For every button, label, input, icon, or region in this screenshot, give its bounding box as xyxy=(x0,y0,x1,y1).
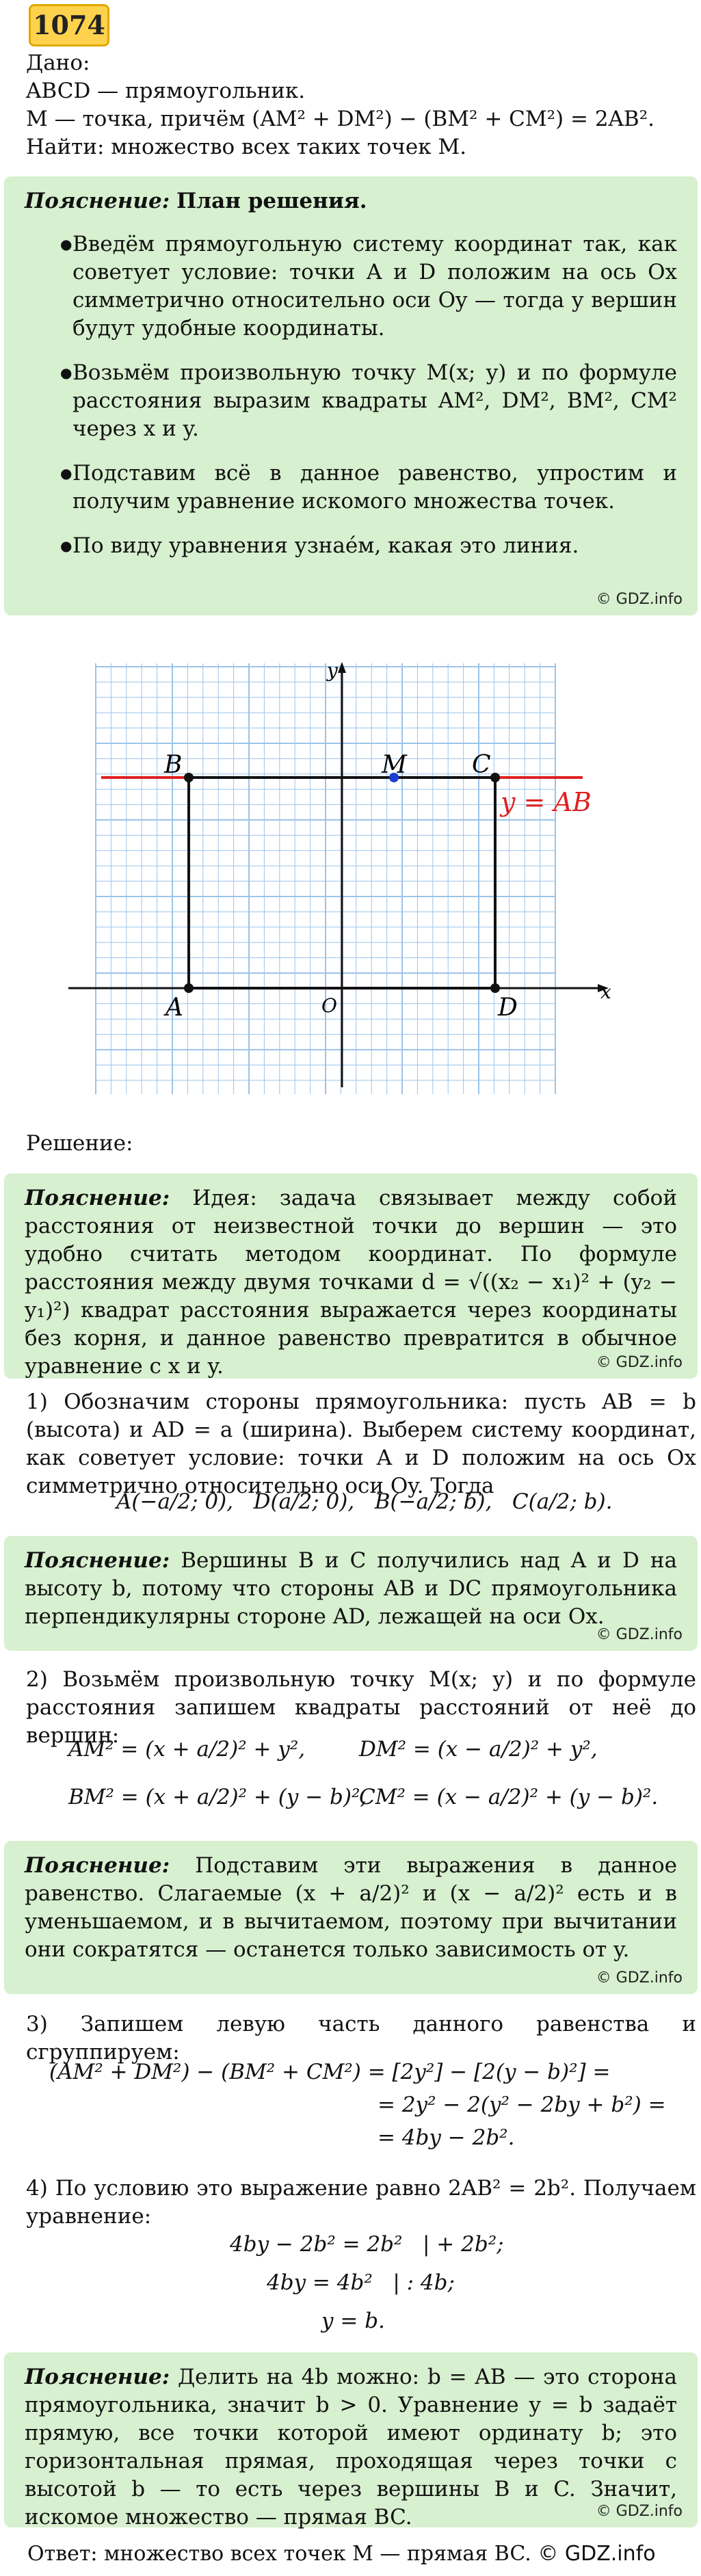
label-c: C xyxy=(472,751,491,779)
solution-label: Решение: xyxy=(26,1131,133,1156)
formula-cm: CM² = (x − a/2)² + (y − b)². xyxy=(359,1785,659,1809)
given-line-1: ABCD — прямоугольник. xyxy=(26,79,306,103)
group-line-3: = 4by − 2b². xyxy=(378,2125,515,2150)
answer-line xyxy=(27,2540,698,2568)
note-header: Пояснение: xyxy=(25,1186,170,1210)
equation-3: y = b. xyxy=(321,2309,385,2333)
grid-lines xyxy=(96,663,555,1094)
plan-item: ● По виду уравнения узнае́м, какая это линия. xyxy=(25,532,677,560)
plan-item: ● Введём прямоугольную систему координат так, как советует условие: точки A и D положим на ось Ox симметрично относительно оси Oy — тогда у вершин будут удобные координаты. xyxy=(25,230,677,343)
plan-item: ● Подставим всё в данное равенство, упростим и получим уравнение искомого множества точек. xyxy=(25,460,677,516)
label-a: A xyxy=(166,994,183,1022)
label-y-axis: y xyxy=(327,659,338,682)
plan-item: ● Возьмём произвольную точку M(x; y) и по формуле расстояния выразим квадраты AM², DM², BM², CM² через x и y. xyxy=(25,359,677,443)
label-x-axis: x xyxy=(600,981,611,1003)
point-a xyxy=(184,983,194,993)
point-c xyxy=(490,773,500,782)
gdz-signature: © GDZ.info xyxy=(538,2542,656,2566)
final-note xyxy=(4,2352,698,2527)
coordinate-graph xyxy=(68,656,622,1094)
plan-title: План решения. xyxy=(176,189,367,213)
vertex-coordinates: A(−a/2; 0), D(a/2; 0), B(−a/2; b), C(a/2; b). xyxy=(116,1489,613,1514)
idea-note xyxy=(4,1173,698,1379)
label-d: D xyxy=(498,994,518,1022)
group-line-2: = 2y² − 2(y² − 2by + b²) = xyxy=(378,2093,666,2117)
step-2-text: 2) Возьмём произвольную точку M(x; y) и по формуле расстояния запишем квадраты расстояний от неё до вершин: xyxy=(26,1667,696,1748)
formula-dm: DM² = (x − a/2)² + y², xyxy=(359,1737,598,1762)
gdz-signature: © GDZ.info xyxy=(596,1354,683,1371)
note-header: Пояснение: xyxy=(25,189,170,213)
gdz-signature: © GDZ.info xyxy=(596,1626,683,1643)
gdz-signature: © GDZ.info xyxy=(596,2503,683,2520)
point-b xyxy=(184,773,194,782)
plan-note xyxy=(4,176,698,615)
step-3-text: 3) Запишем левую часть данного равенства и сгруппируем: xyxy=(26,2012,696,2064)
label-b: B xyxy=(164,751,183,779)
substitution-text: Подставим эти выражения в данное равенство. Слагаемые (x + a/2)² и (x − a/2)² есть и в уменьшаемом, и в вычитаемом, поэтому при вычитании они сократятся — останется только зависимость от y. xyxy=(25,1853,677,1962)
given-block xyxy=(26,49,683,161)
gdz-signature: © GDZ.info xyxy=(596,591,683,608)
answer-text: Ответ: множество всех точек M — прямая BC. xyxy=(27,2542,531,2566)
group-line-1: (AM² + DM²) − (BM² + CM²) = [2y²] − [2(y − b)²] = xyxy=(49,2060,611,2084)
formula-am: AM² = (x + a/2)² + y², xyxy=(68,1737,306,1762)
given-label: Дано: xyxy=(26,51,90,75)
problem-number-badge: 1074 xyxy=(29,4,109,47)
given-find: Найти: множество всех таких точек M. xyxy=(26,135,467,159)
substitution-note xyxy=(4,1841,698,1994)
note-header: Пояснение: xyxy=(25,2365,170,2389)
point-d xyxy=(490,983,500,993)
equation-2: 4by = 4b² | : 4b; xyxy=(267,2270,455,2295)
gdz-signature: © GDZ.info xyxy=(596,1969,683,1987)
note-header: Пояснение: xyxy=(25,1853,170,1878)
step-1-text: 1) Обозначим стороны прямоугольника: пусть AB = b (высота) и AD = a (ширина). Выберем систему координат, как советует условие: точки A и D положим на ось Ox симметрично относительно оси Oy. Тогда xyxy=(26,1390,696,1498)
formula-bm: BM² = (x + a/2)² + (y − b)², xyxy=(68,1785,367,1809)
note-header: Пояснение: xyxy=(25,1548,170,1573)
vertices-note xyxy=(4,1536,698,1651)
label-origin: O xyxy=(321,994,337,1017)
idea-text: Идея: задача связывает между собой расстояния от неизвестной точки до вершин — это удобно считать методом координат. По формуле расстояния между двумя точками d = √((x₂ − x₁)² + (y₂ − y₁)²) квадрат расстояния выражается через координаты без корня, и данное равенство превратится в обычное уравнение с x и y. xyxy=(25,1186,677,1379)
label-line: y = AB xyxy=(501,787,592,817)
given-line-2: M — точка, причём (AM² + DM²) − (BM² + CM²) = 2AB². xyxy=(26,107,654,131)
equation-1: 4by − 2b² = 2b² | + 2b²; xyxy=(230,2232,504,2257)
step-4-text: 4) По условию это выражение равно 2AB² = 2b². Получаем уравнение: xyxy=(26,2176,696,2229)
vertices-text: Вершины B и C получились над A и D на высоту b, потому что стороны AB и DC прямоугольника перпендикулярны стороне AD, лежащей на оси Ox. xyxy=(25,1548,677,1629)
label-m: M xyxy=(382,751,407,779)
final-text: Делить на 4b можно: b = AB — это сторона прямоугольника, значит b > 0. Уравнение y = b задаёт прямую, все точки которой имеют ординату b; это горизонтальная прямая, проходящая через точки с высотой b — то есть через вершины B и C. Значит, искомое множество — прямая BC. xyxy=(25,2365,677,2529)
